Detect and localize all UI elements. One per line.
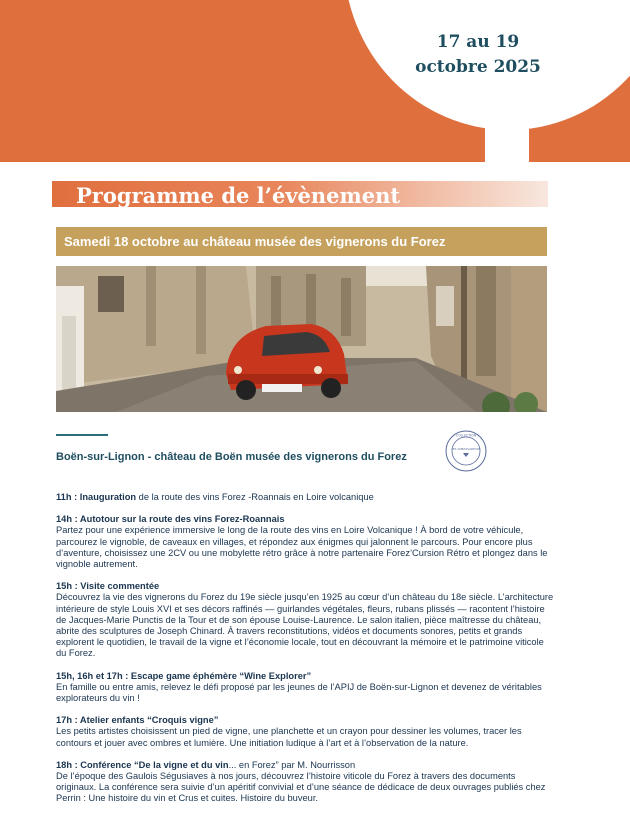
item-time: 14h : Autotour sur la route des vins Forez-Roannais [56,514,285,525]
item-description: Partez pour une expérience immersive le long de la route des vins en Loire Volcanique ! À bord de votre véhicule, parcourez le vignoble, de caveaux en villages, et répondez aux énigmes qui jalonnent le parcours. Pour encore plus d’aventure, choisissez une 2CV ou une mobylette rétro grâce à notre partenaire Forez’Cursion Rétro et plongez dans le vignoble autrement. [56,525,548,570]
item-time: 18h : Conférence “De la vigne et du vin [56,759,229,770]
street-photo-illustration [56,266,547,412]
street-photo [56,266,547,412]
item-description: Les petits artistes choisissent un pied de vigne, une planchette et un crayon pour dessiner les volumes, tracer les contours et jouer avec ombres et lumière. Une initiation ludique à l’art et à l’observation de la nature. [56,726,522,748]
section-divider [56,434,108,436]
item-title-rest: de la route des vins Forez -Roannais en Loire volcanique [136,492,374,502]
item-time: 17h : Atelier enfants “Croquis vigne” [56,715,219,726]
program-item-inauguration [56,492,554,503]
event-dates [378,30,578,80]
svg-text:LES AMBASSADEURS: LES AMBASSADEURS [451,447,481,451]
program-item-conference [56,760,554,805]
item-time: 11h : Inauguration [56,492,137,502]
item-time: 15h : Visite commentée [56,581,160,592]
program-item-visite [56,581,554,659]
program-item-autotour [56,514,554,570]
program-item-atelier [56,715,554,749]
item-description: En famille ou entre amis, relevez le défi proposé par les jeunes de l’APIJ de Boën-sur-Lignon et devenez de véritables explorateurs du vin ! [56,681,542,704]
header-banner [0,0,630,162]
saturday-heading: Samedi 18 octobre au château musée des vignerons du Forez [64,234,446,249]
date-line-2: octobre 2025 [415,57,541,77]
ambassadors-seal-icon [445,430,487,472]
location-title: Boën-sur-Lignon - château de Boën musée des vignerons du Forez [56,451,407,463]
item-title-rest: ... en Forez” par M. Nourrisson [228,759,356,770]
item-time: 15h, 16h et 17h : Escape game éphémère “Wine Explorer” [56,670,312,681]
program-list [56,492,554,816]
item-description: De l’époque des Gaulois Ségusiaves à nos jours, découvrez l’histoire viticole du Forez à travers des documents originaux. La conférence sera suivie d’un apéritif convivial et d’une séance de dédicace de deux ouvrages publiés chez Perrin : Une histoire du vin et Crus et cuites. Histoire du buveur. [56,771,546,804]
wine-glass-stem [485,105,529,162]
program-item-escape-game [56,671,554,705]
program-title: Programme de l’évènement [76,183,401,208]
date-line-1: 17 au 19 [436,32,520,52]
svg-text:COLLECTION: COLLECTION [455,433,477,438]
item-description: Découvrez la vie des vignerons du Forez du 19e siècle jusqu’en 1925 au cœur d’un château du 18e siècle. L’architecture intérieure de style Louis XVI et ses décors raffinés — guirlandes végétales, fleurs, rubans plissés — racontent l’histoire de Jacques-Marie Punctis de la Tour et de son épouse Louise-Laurence. Le salon italien, pièce maîtresse du château, abrite des sculptures de Joseph Chinard. À travers reconstitutions, vidéos et documents sonores, petits et grands explorent le quotidien, le travail de la vigne et l’économie locale, tout en découvrant la mémoire et le patrimoine viticole du Forez. [56,592,554,659]
